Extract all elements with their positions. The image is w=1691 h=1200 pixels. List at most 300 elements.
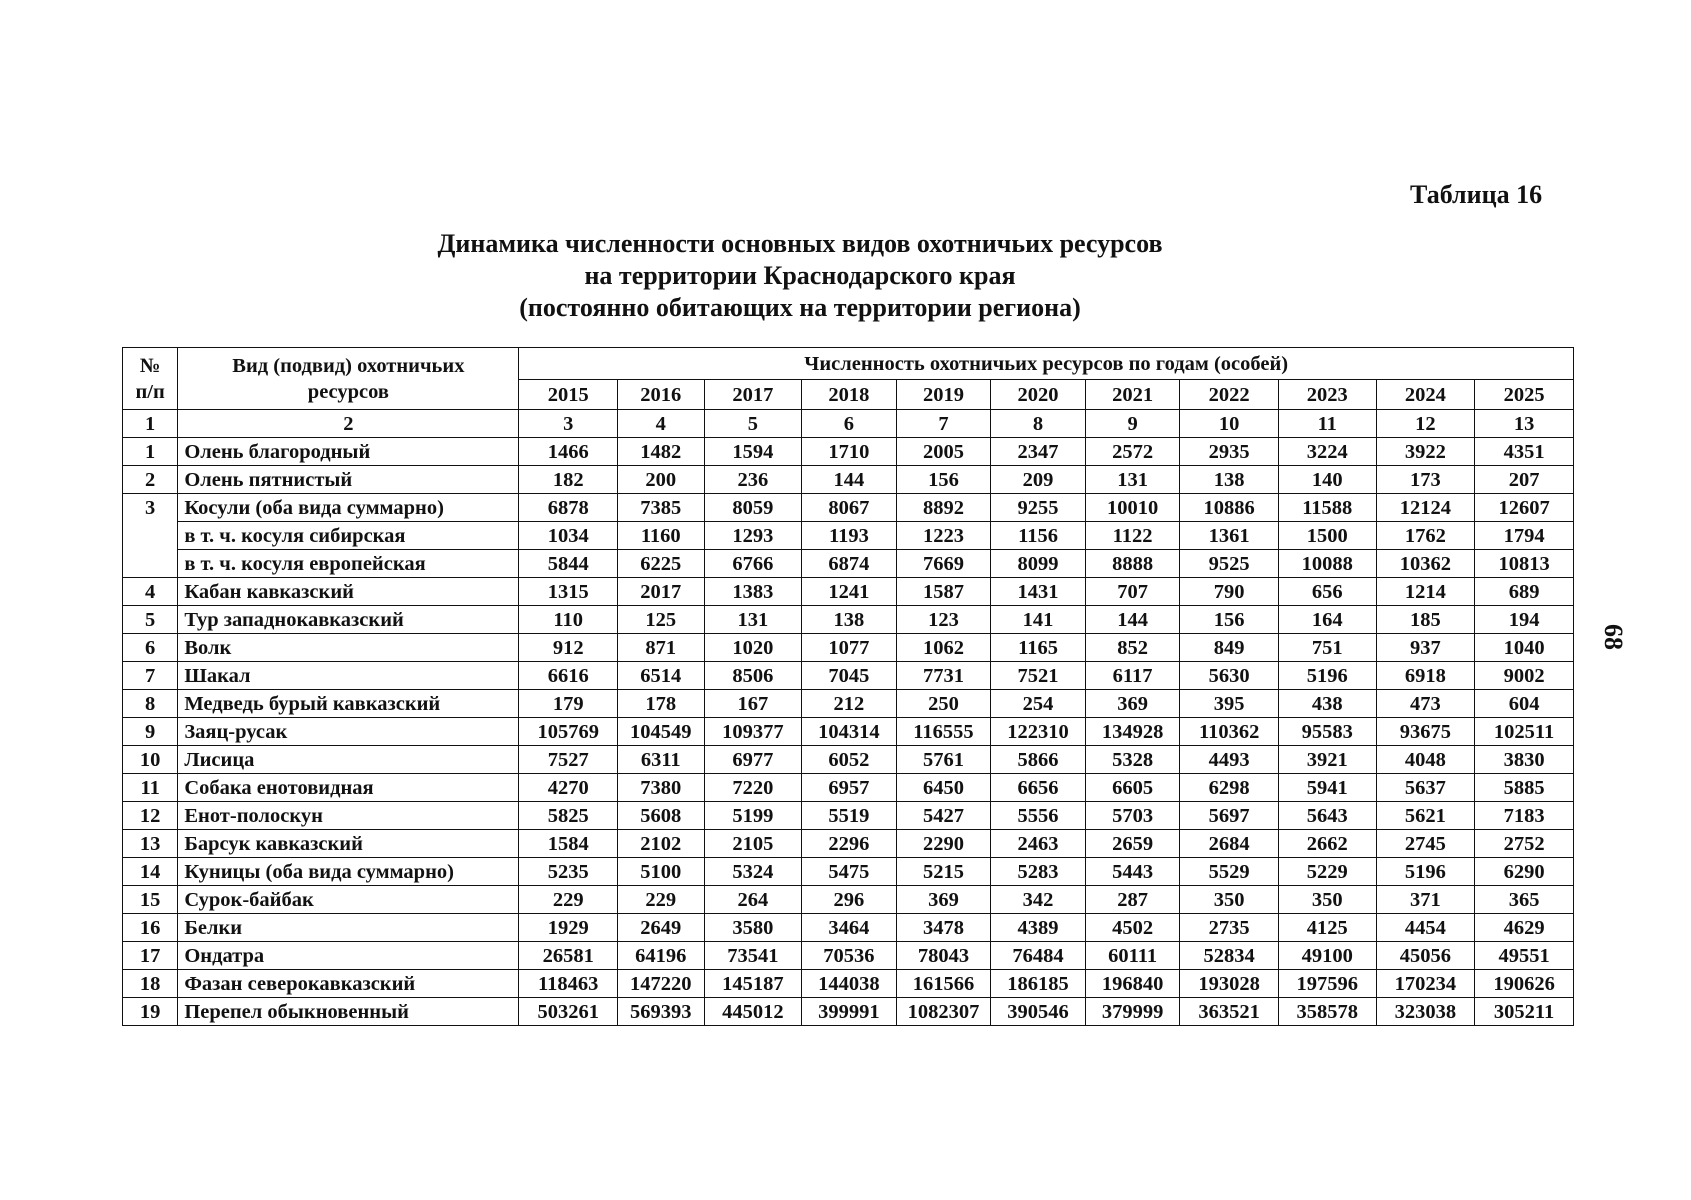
- population-value: 254: [991, 690, 1086, 718]
- population-value: 1293: [704, 522, 802, 550]
- population-value: 1361: [1180, 522, 1279, 550]
- population-value: 4389: [991, 914, 1086, 942]
- population-value: 60111: [1085, 942, 1180, 970]
- table-row: [123, 942, 1574, 970]
- table-row: [123, 522, 1574, 550]
- row-number: 7: [123, 662, 178, 690]
- species-name: в т. ч. косуля сибирская: [178, 522, 519, 550]
- population-value: 5621: [1376, 802, 1475, 830]
- table-row: [123, 550, 1574, 578]
- population-value: 4502: [1085, 914, 1180, 942]
- population-value: 3922: [1376, 438, 1475, 466]
- population-value: 164: [1278, 606, 1376, 634]
- population-value: 1794: [1475, 522, 1574, 550]
- population-value: 390546: [991, 998, 1086, 1026]
- column-number: 2: [178, 410, 519, 438]
- population-value: 3224: [1278, 438, 1376, 466]
- table-row: [123, 914, 1574, 942]
- population-value: 363521: [1180, 998, 1279, 1026]
- population-value: 5215: [896, 858, 991, 886]
- population-value: 6514: [618, 662, 705, 690]
- population-value: 8892: [896, 494, 991, 522]
- population-value: 12607: [1475, 494, 1574, 522]
- population-value: 102511: [1475, 718, 1574, 746]
- table-row: [123, 578, 1574, 606]
- population-value: 1214: [1376, 578, 1475, 606]
- population-value: 849: [1180, 634, 1279, 662]
- column-number: 12: [1376, 410, 1475, 438]
- population-value: 5608: [618, 802, 705, 830]
- population-value: 190626: [1475, 970, 1574, 998]
- population-value: 6957: [802, 774, 897, 802]
- population-value: 937: [1376, 634, 1475, 662]
- population-value: 134928: [1085, 718, 1180, 746]
- header-species: [178, 348, 519, 410]
- population-value: 207: [1475, 466, 1574, 494]
- population-value: 1710: [802, 438, 897, 466]
- population-value: 1223: [896, 522, 991, 550]
- species-name: Заяц-русак: [178, 718, 519, 746]
- header-num: [123, 348, 178, 410]
- population-value: 10362: [1376, 550, 1475, 578]
- population-value: 173: [1376, 466, 1475, 494]
- table-row: [123, 438, 1574, 466]
- population-value: 9255: [991, 494, 1086, 522]
- population-value: 141: [991, 606, 1086, 634]
- row-number: 1: [123, 438, 178, 466]
- population-value: 229: [519, 886, 618, 914]
- population-value: 250: [896, 690, 991, 718]
- species-name: Волк: [178, 634, 519, 662]
- population-value: 5196: [1278, 662, 1376, 690]
- population-value: 5885: [1475, 774, 1574, 802]
- population-value: 2649: [618, 914, 705, 942]
- species-name: Кабан кавказский: [178, 578, 519, 606]
- population-value: 2745: [1376, 830, 1475, 858]
- population-value: 6918: [1376, 662, 1475, 690]
- population-value: 1165: [991, 634, 1086, 662]
- header-year: 2024: [1376, 380, 1475, 410]
- header-species-line2: ресурсов: [307, 380, 389, 403]
- population-value: 350: [1180, 886, 1279, 914]
- population-value: 8099: [991, 550, 1086, 578]
- population-value: 912: [519, 634, 618, 662]
- population-value: 4125: [1278, 914, 1376, 942]
- population-value: 6878: [519, 494, 618, 522]
- population-value: 1040: [1475, 634, 1574, 662]
- population-value: 200: [618, 466, 705, 494]
- population-value: 49551: [1475, 942, 1574, 970]
- title-line-1: Динамика численности основных видов охотничьих ресурсов: [437, 229, 1163, 258]
- population-value: 10886: [1180, 494, 1279, 522]
- row-number: 15: [123, 886, 178, 914]
- population-value: 1034: [519, 522, 618, 550]
- population-value: 5324: [704, 858, 802, 886]
- table-row: [123, 746, 1574, 774]
- species-name: Енот-полоскун: [178, 802, 519, 830]
- population-value: 73541: [704, 942, 802, 970]
- population-value: 138: [802, 606, 897, 634]
- table-row: [123, 886, 1574, 914]
- population-value: 5443: [1085, 858, 1180, 886]
- population-value: 104549: [618, 718, 705, 746]
- population-value: 186185: [991, 970, 1086, 998]
- population-value: 6052: [802, 746, 897, 774]
- population-value: 144: [1085, 606, 1180, 634]
- header-year: 2016: [618, 380, 705, 410]
- population-value: 2463: [991, 830, 1086, 858]
- population-value: 4454: [1376, 914, 1475, 942]
- population-value: 6605: [1085, 774, 1180, 802]
- row-number: 14: [123, 858, 178, 886]
- population-value: 156: [1180, 606, 1279, 634]
- population-value: 2017: [618, 578, 705, 606]
- population-value: 1241: [802, 578, 897, 606]
- population-value: 64196: [618, 942, 705, 970]
- population-value: 296: [802, 886, 897, 914]
- header-year: 2022: [1180, 380, 1279, 410]
- population-value: 156: [896, 466, 991, 494]
- population-value: 473: [1376, 690, 1475, 718]
- population-value: 140: [1278, 466, 1376, 494]
- population-value: 7220: [704, 774, 802, 802]
- row-number: 10: [123, 746, 178, 774]
- population-value: 4629: [1475, 914, 1574, 942]
- column-number: 13: [1475, 410, 1574, 438]
- population-value: 6874: [802, 550, 897, 578]
- species-name: Куницы (оба вида суммарно): [178, 858, 519, 886]
- population-value: 1156: [991, 522, 1086, 550]
- population-value: 45056: [1376, 942, 1475, 970]
- population-value: 790: [1180, 578, 1279, 606]
- population-value: 2662: [1278, 830, 1376, 858]
- population-value: 6977: [704, 746, 802, 774]
- row-number: 5: [123, 606, 178, 634]
- population-value: 1020: [704, 634, 802, 662]
- population-value: 751: [1278, 634, 1376, 662]
- population-value: 2105: [704, 830, 802, 858]
- page-number: 68: [1599, 624, 1628, 650]
- population-value: 7527: [519, 746, 618, 774]
- population-value: 1383: [704, 578, 802, 606]
- table-row: [123, 830, 1574, 858]
- population-value: 342: [991, 886, 1086, 914]
- population-value: 5100: [618, 858, 705, 886]
- population-value: 2005: [896, 438, 991, 466]
- population-value: 4048: [1376, 746, 1475, 774]
- population-value: 138: [1180, 466, 1279, 494]
- population-value: 3478: [896, 914, 991, 942]
- header-year: 2021: [1085, 380, 1180, 410]
- population-value: 8888: [1085, 550, 1180, 578]
- species-name: в т. ч. косуля европейская: [178, 550, 519, 578]
- population-value: 438: [1278, 690, 1376, 718]
- population-value: 5427: [896, 802, 991, 830]
- population-value: 395: [1180, 690, 1279, 718]
- population-value: 161566: [896, 970, 991, 998]
- population-value: 5235: [519, 858, 618, 886]
- column-number: 6: [802, 410, 897, 438]
- population-value: 1762: [1376, 522, 1475, 550]
- population-value: 2347: [991, 438, 1086, 466]
- population-value: 9525: [1180, 550, 1279, 578]
- population-value: 379999: [1085, 998, 1180, 1026]
- population-value: 8067: [802, 494, 897, 522]
- species-name: Лисица: [178, 746, 519, 774]
- population-value: 194: [1475, 606, 1574, 634]
- column-number: 11: [1278, 410, 1376, 438]
- population-value: 1929: [519, 914, 618, 942]
- population-value: 4351: [1475, 438, 1574, 466]
- population-value: 49100: [1278, 942, 1376, 970]
- population-value: 5844: [519, 550, 618, 578]
- population-value: 7045: [802, 662, 897, 690]
- table-row: [123, 466, 1574, 494]
- population-value: 145187: [704, 970, 802, 998]
- population-value: 5196: [1376, 858, 1475, 886]
- row-number: 3: [123, 494, 178, 522]
- population-value: 6311: [618, 746, 705, 774]
- table-body: [123, 438, 1574, 1026]
- population-value: 399991: [802, 998, 897, 1026]
- row-number: 8: [123, 690, 178, 718]
- row-number: 13: [123, 830, 178, 858]
- population-value: 2572: [1085, 438, 1180, 466]
- population-value: 7380: [618, 774, 705, 802]
- population-value: 5328: [1085, 746, 1180, 774]
- population-value: 26581: [519, 942, 618, 970]
- column-number: 7: [896, 410, 991, 438]
- row-number: 11: [123, 774, 178, 802]
- species-name: Олень пятнистый: [178, 466, 519, 494]
- header-year: 2018: [802, 380, 897, 410]
- population-value: 1062: [896, 634, 991, 662]
- population-value: 369: [1085, 690, 1180, 718]
- population-value: 3921: [1278, 746, 1376, 774]
- population-value: 6225: [618, 550, 705, 578]
- population-value: 78043: [896, 942, 991, 970]
- population-value: 104314: [802, 718, 897, 746]
- population-value: 12124: [1376, 494, 1475, 522]
- table-row: [123, 718, 1574, 746]
- population-value: 6450: [896, 774, 991, 802]
- species-name: Шакал: [178, 662, 519, 690]
- population-value: 70536: [802, 942, 897, 970]
- population-value: 4493: [1180, 746, 1279, 774]
- population-value: 193028: [1180, 970, 1279, 998]
- population-value: 5643: [1278, 802, 1376, 830]
- species-name: Олень благородный: [178, 438, 519, 466]
- row-number: [123, 522, 178, 550]
- population-value: 76484: [991, 942, 1086, 970]
- population-value: 170234: [1376, 970, 1475, 998]
- table-row: [123, 662, 1574, 690]
- population-value: 2290: [896, 830, 991, 858]
- species-name: Косули (оба вида суммарно): [178, 494, 519, 522]
- population-value: 10088: [1278, 550, 1376, 578]
- table-row: [123, 634, 1574, 662]
- population-value: 2735: [1180, 914, 1279, 942]
- column-number: 10: [1180, 410, 1279, 438]
- species-name: Собака енотовидная: [178, 774, 519, 802]
- population-value: 323038: [1376, 998, 1475, 1026]
- population-value: 10010: [1085, 494, 1180, 522]
- row-number: 9: [123, 718, 178, 746]
- population-value: 131: [1085, 466, 1180, 494]
- population-value: 95583: [1278, 718, 1376, 746]
- row-number: 2: [123, 466, 178, 494]
- column-number: 9: [1085, 410, 1180, 438]
- population-value: 6290: [1475, 858, 1574, 886]
- header-year: 2015: [519, 380, 618, 410]
- population-value: 118463: [519, 970, 618, 998]
- population-value: 3830: [1475, 746, 1574, 774]
- population-value: 5529: [1180, 858, 1279, 886]
- population-value: 93675: [1376, 718, 1475, 746]
- population-value: 689: [1475, 578, 1574, 606]
- population-value: 7669: [896, 550, 991, 578]
- population-value: 369: [896, 886, 991, 914]
- population-value: 1587: [896, 578, 991, 606]
- population-value: 1160: [618, 522, 705, 550]
- population-value: 5825: [519, 802, 618, 830]
- population-value: 503261: [519, 998, 618, 1026]
- population-value: 1193: [802, 522, 897, 550]
- population-value: 707: [1085, 578, 1180, 606]
- population-value: 229: [618, 886, 705, 914]
- population-value: 9002: [1475, 662, 1574, 690]
- document-title: [300, 228, 1300, 324]
- header-year: 2019: [896, 380, 991, 410]
- population-value: 52834: [1180, 942, 1279, 970]
- population-value: 105769: [519, 718, 618, 746]
- table-label: Таблица 16: [1410, 180, 1543, 209]
- population-value: 1082307: [896, 998, 991, 1026]
- population-value: 5761: [896, 746, 991, 774]
- population-value: 209: [991, 466, 1086, 494]
- column-number: 1: [123, 410, 178, 438]
- column-number: 5: [704, 410, 802, 438]
- population-value: 116555: [896, 718, 991, 746]
- table-row: [123, 494, 1574, 522]
- population-value: 2752: [1475, 830, 1574, 858]
- population-value: 122310: [991, 718, 1086, 746]
- population-value: 110362: [1180, 718, 1279, 746]
- population-value: 109377: [704, 718, 802, 746]
- table-row: [123, 690, 1574, 718]
- header-num-line2: п/п: [135, 380, 165, 403]
- population-value: 5475: [802, 858, 897, 886]
- population-value: 2102: [618, 830, 705, 858]
- population-value: 179: [519, 690, 618, 718]
- population-value: 5630: [1180, 662, 1279, 690]
- population-value: 167: [704, 690, 802, 718]
- population-value: 305211: [1475, 998, 1574, 1026]
- table-row: [123, 606, 1574, 634]
- species-name: Медведь бурый кавказский: [178, 690, 519, 718]
- population-value: 147220: [618, 970, 705, 998]
- population-value: 6117: [1085, 662, 1180, 690]
- header-row-1: [123, 348, 1574, 380]
- column-number: 8: [991, 410, 1086, 438]
- population-value: 852: [1085, 634, 1180, 662]
- row-number: 19: [123, 998, 178, 1026]
- population-value: 212: [802, 690, 897, 718]
- population-value: 125: [618, 606, 705, 634]
- population-value: 5697: [1180, 802, 1279, 830]
- header-year: 2025: [1475, 380, 1574, 410]
- population-value: 6298: [1180, 774, 1279, 802]
- species-name: Тур западнокавказский: [178, 606, 519, 634]
- species-name: Фазан северокавказский: [178, 970, 519, 998]
- population-value: 365: [1475, 886, 1574, 914]
- header-year: 2023: [1278, 380, 1376, 410]
- population-value: 1482: [618, 438, 705, 466]
- population-value: 1431: [991, 578, 1086, 606]
- population-value: 358578: [1278, 998, 1376, 1026]
- population-value: 264: [704, 886, 802, 914]
- row-number: 6: [123, 634, 178, 662]
- population-value: 871: [618, 634, 705, 662]
- header-group-title: Численность охотничьих ресурсов по годам (особей): [519, 348, 1574, 380]
- row-number: 4: [123, 578, 178, 606]
- population-value: 131: [704, 606, 802, 634]
- species-name: Белки: [178, 914, 519, 942]
- population-value: 350: [1278, 886, 1376, 914]
- population-value: 197596: [1278, 970, 1376, 998]
- population-value: 236: [704, 466, 802, 494]
- population-value: 445012: [704, 998, 802, 1026]
- population-value: 4270: [519, 774, 618, 802]
- population-value: 604: [1475, 690, 1574, 718]
- population-value: 5637: [1376, 774, 1475, 802]
- species-name: Перепел обыкновенный: [178, 998, 519, 1026]
- population-value: 123: [896, 606, 991, 634]
- table-row: [123, 998, 1574, 1026]
- population-value: 5519: [802, 802, 897, 830]
- population-value: 182: [519, 466, 618, 494]
- population-value: 7731: [896, 662, 991, 690]
- table-row: [123, 858, 1574, 886]
- population-value: 8506: [704, 662, 802, 690]
- population-value: 2935: [1180, 438, 1279, 466]
- row-number: 18: [123, 970, 178, 998]
- row-number: [123, 550, 178, 578]
- population-value: 8059: [704, 494, 802, 522]
- column-numbers-row: [123, 410, 1574, 438]
- population-value: 5199: [704, 802, 802, 830]
- population-value: 5283: [991, 858, 1086, 886]
- population-value: 1122: [1085, 522, 1180, 550]
- population-value: 5556: [991, 802, 1086, 830]
- species-name: Сурок-байбак: [178, 886, 519, 914]
- population-value: 185: [1376, 606, 1475, 634]
- population-value: 178: [618, 690, 705, 718]
- population-value: 144038: [802, 970, 897, 998]
- population-value: 6766: [704, 550, 802, 578]
- population-value: 7521: [991, 662, 1086, 690]
- header-num-line1: №: [139, 354, 161, 377]
- population-value: 1584: [519, 830, 618, 858]
- population-value: 196840: [1085, 970, 1180, 998]
- population-value: 5866: [991, 746, 1086, 774]
- population-value: 7183: [1475, 802, 1574, 830]
- population-value: 1077: [802, 634, 897, 662]
- table-row: [123, 970, 1574, 998]
- table-row: [123, 802, 1574, 830]
- population-value: 110: [519, 606, 618, 634]
- row-number: 12: [123, 802, 178, 830]
